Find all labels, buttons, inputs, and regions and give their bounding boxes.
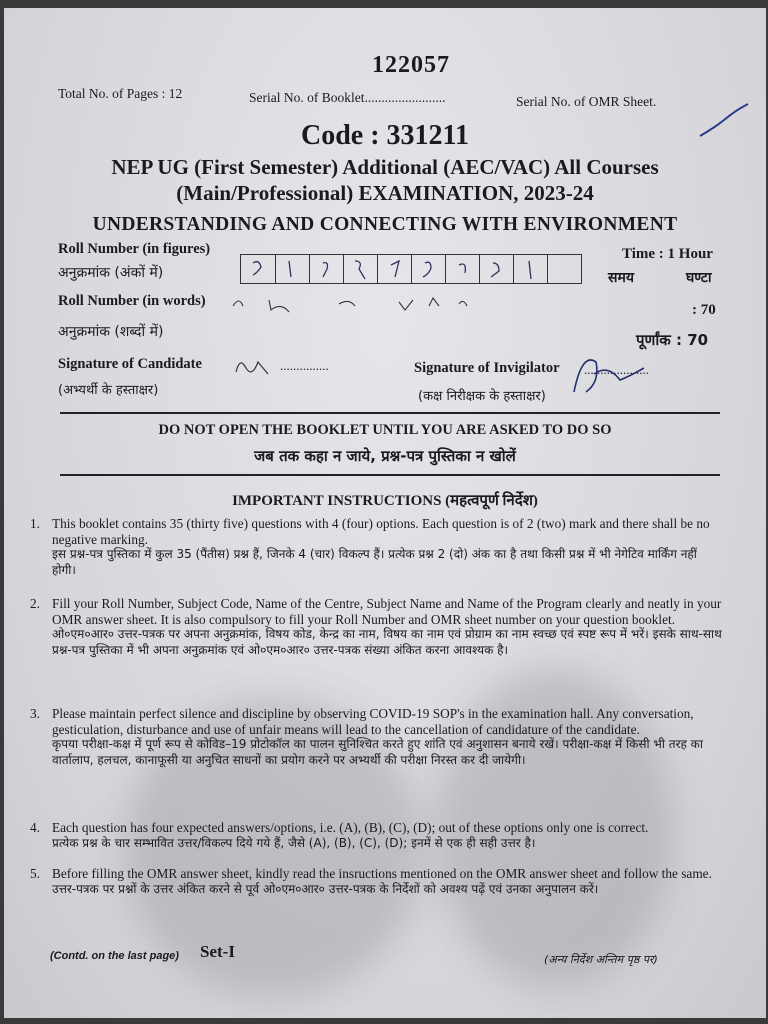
instruction-item-3 bbox=[30, 706, 724, 768]
candidate-signature-scribble bbox=[230, 352, 290, 378]
instruction-item-2 bbox=[30, 596, 724, 658]
instruction-text-en: Before filling the OMR answer sheet, kindly read the insructions mentioned on the OMR answer sheet and follow the same. bbox=[52, 866, 712, 881]
instruction-item-4 bbox=[30, 820, 724, 851]
roll-words-label-hindi: अनुक्रमांक (शब्दों में) bbox=[58, 324, 164, 340]
time-label: Time : 1 Hour bbox=[622, 246, 713, 262]
instruction-text-en: Each question has four expected answers/options, i.e. (A), (B), (C), (D); out of these options only one is correct. bbox=[52, 820, 649, 835]
roll-figures-label: Roll Number (in figures) bbox=[58, 241, 211, 257]
instruction-number: 4. bbox=[30, 820, 40, 835]
roll-figures-label-hindi: अनुक्रमांक (अंकों में) bbox=[58, 265, 164, 281]
instruction-number: 1. bbox=[30, 516, 40, 531]
divider-bottom bbox=[60, 474, 720, 476]
instruction-number: 5. bbox=[30, 866, 40, 881]
exam-booklet-cover bbox=[4, 8, 766, 1018]
instruction-item-1 bbox=[30, 516, 724, 578]
max-marks-label: : 70 bbox=[692, 302, 716, 318]
total-pages: Total No. of Pages : 12 bbox=[58, 86, 183, 101]
instruction-text-en: This booklet contains 35 (thirty five) questions with 4 (four) options. Each question is of 2 (two) mark and there shall be no negative marking. bbox=[52, 516, 710, 547]
invigilator-signature-label-hindi: (कक्ष निरीक्षक के हस्ताक्षर) bbox=[418, 389, 546, 404]
instruction-text-hi: ओ०एम०आर० उत्तर-पत्रक पर अपना अनुक्रमांक, विषय कोड, केन्द्र का नाम, विषय का नाम एवं प्रोग्राम का नाम स्वच्छ एवं स्पष्ट रूप में भरें। इसके साथ-साथ प्रश्न-पत्र पुस्तिका में भी अपना अनुक्रमांक एवं ओ०एम०आर० उत्तर-पत्रक संख्या अंकित करना आवश्यक है। bbox=[52, 627, 722, 657]
roll-number-grid[interactable] bbox=[240, 254, 582, 284]
instruction-text-hi: इस प्रश्न-पत्र पुस्तिका में कुल 35 (पैंतीस) प्रश्न हैं, जिनके 4 (चार) विकल्प हैं। प्रत्येक प्रश्न 2 (दो) अंक का है तथा किसी प्रश्न में भी नेगेटिव मार्किंग नहीं होगी। bbox=[52, 547, 697, 577]
instruction-text-hi: कृपया परीक्षा-कक्ष में पूर्ण रूप से कोविड–19 प्रोटोकॉल का पालन सुनिश्चित करते हुए शांति एवं अनुशासन बनाये रखें। परीक्षा-कक्ष में किसी भी तरह का वार्तालाप, हलचल, कानाफूसी या अनुचित साधनों का प्रयोग करने पर अभ्यर्थी की परीक्षा निरस्त कर दी जायेगी। bbox=[52, 737, 704, 767]
max-marks-label-hindi: पूर्णांक : 70 bbox=[636, 331, 709, 349]
serial-booklet: Serial No. of Booklet........................ bbox=[249, 90, 446, 105]
time-unit-hindi: घण्टा bbox=[686, 270, 712, 286]
subject-title: UNDERSTANDING AND CONNECTING WITH ENVIRONMENT bbox=[92, 214, 678, 235]
invigilator-signature-scribble bbox=[564, 346, 654, 402]
invigilator-signature-line: .................... bbox=[584, 362, 649, 377]
warning-english: DO NOT OPEN THE BOOKLET UNTIL YOU ARE ASKED TO DO SO bbox=[158, 422, 612, 438]
instructions-title: IMPORTANT INSTRUCTIONS (महत्वपूर्ण निर्देश) bbox=[232, 493, 538, 509]
exam-title-line1: NEP UG (First Semester) Additional (AEC/VAC) All Courses bbox=[111, 155, 659, 179]
handwritten-roll-digits bbox=[241, 255, 581, 283]
instruction-item-5 bbox=[30, 866, 724, 897]
instruction-text-en: Fill your Roll Number, Subject Code, Name of the Centre, Subject Name and Name of the Program clearly and neatly in your OMR answer sheet. It is also compulsory to fill your Roll Number and OMR sheet number on your question booklet. bbox=[52, 596, 722, 627]
instruction-number: 3. bbox=[30, 706, 40, 721]
paper-code: Code : 331211 bbox=[301, 120, 469, 151]
divider-top bbox=[60, 412, 720, 414]
instruction-text-hi: प्रत्येक प्रश्न के चार सम्भावित उत्तर/विकल्प दिये गये हैं, जैसे (A), (B), (C), (D); इनमें से एक ही सही उत्तर है। bbox=[52, 835, 536, 850]
instruction-text-en: Please maintain perfect silence and discipline by observing COVID-19 SOP's in the examination hall. Any conversation, gesticulation, disturbance and use of unfair means will lead to the cancellation of candidature of the candidate. bbox=[52, 706, 694, 737]
candidate-signature-label-hindi: (अभ्यर्थी के हस्ताक्षर) bbox=[58, 383, 159, 398]
invigilator-signature-label: Signature of Invigilator bbox=[414, 360, 560, 376]
instruction-text-hi: उत्तर-पत्रक पर प्रश्नों के उत्तर अंकित करने से पूर्व ओ०एम०आर० उत्तर-पत्रक के निर्देशों को अवश्य पढ़ें एवं उनका अनुपालन करें। bbox=[52, 881, 599, 896]
candidate-signature-label: Signature of Candidate bbox=[58, 356, 202, 372]
booklet-number: 122057 bbox=[372, 52, 450, 78]
footer-contd-hindi: (अन्य निर्देश अन्तिम पृष्ठ पर) bbox=[544, 953, 658, 966]
roll-words-label: Roll Number (in words) bbox=[58, 293, 206, 309]
instruction-number: 2. bbox=[30, 596, 40, 611]
footer-set: Set-I bbox=[200, 942, 235, 961]
warning-hindi: जब तक कहा न जाये, प्रश्न-पत्र पुस्तिका न खोलें bbox=[254, 447, 516, 465]
candidate-signature-line: ............... bbox=[280, 358, 329, 373]
serial-omr: Serial No. of OMR Sheet. bbox=[516, 94, 657, 109]
exam-title-line2: (Main/Professional) EXAMINATION, 2023-24 bbox=[176, 181, 594, 205]
footer-contd: (Contd. on the last page) bbox=[50, 950, 179, 962]
time-label-hindi: समय bbox=[608, 270, 634, 286]
handwritten-roll-words bbox=[229, 292, 559, 314]
